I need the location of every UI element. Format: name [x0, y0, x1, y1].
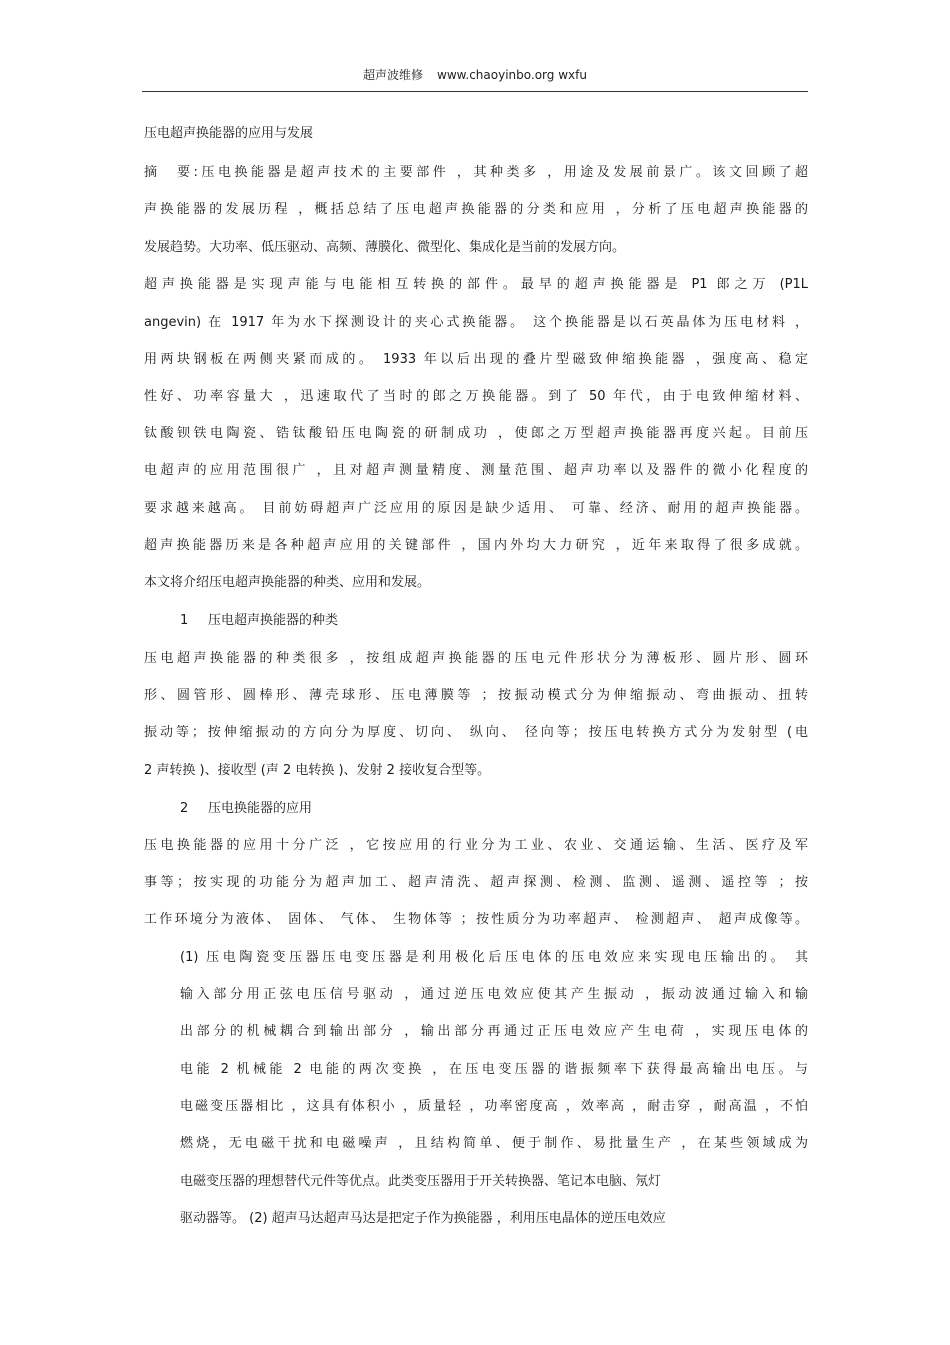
intro-line: 用两块钢板在两侧夹紧而成的。 1933 年以后出现的叠片型磁致伸缩换能器 ，强度高、稳定 — [144, 352, 808, 367]
section-1-title: 压电超声换能器的种类 — [208, 613, 339, 628]
item-1-line: 电磁变压器的理想替代元件等优点。此类变压器用于开关转换器、笔记本电脑、氖灯 — [180, 1174, 662, 1189]
intro-line: 电超声的应用范围很广 ，且对超声测量精度、测量范围、超声功率以及器件的微小化程度的 — [144, 463, 808, 478]
header-site-name: 超声波维修 — [363, 68, 424, 82]
intro-line: 本文将介绍压电超声换能器的种类、应用和发展。 — [144, 575, 431, 590]
section-2-title: 压电换能器的应用 — [208, 801, 313, 816]
section-1-line: 形、圆管形、圆棒形、薄壳球形、压电薄膜等 ；按振动模式分为伸缩振动、弯曲振动、扭转 — [144, 688, 808, 703]
section-2-line: 压电换能器的应用十分广泛 ，它按应用的行业分为工业、农业、交通运输、生活、医疗及军 — [144, 838, 808, 853]
section-1-line: 振动等；按伸缩振动的方向分为厚度、切向、 纵向、 径向等；按压电转换方式分为发射型 (电 — [144, 725, 808, 740]
section-1-number: 1 — [180, 613, 189, 628]
section-1-line: 压电超声换能器的种类很多 ，按组成超声换能器的压电元件形状分为薄板形、圆片形、圆环 — [144, 651, 808, 666]
abstract-line: 声换能器的发展历程 ，概括总结了压电超声换能器的分类和应用 ，分析了压电超声换能器的 — [144, 202, 808, 217]
section-1-line: 2 声转换 )、接收型 (声 2 电转换 )、发射 2 接收复合型等。 — [144, 763, 491, 778]
section-2-line: 工作环境分为液体、 固体、 气体、 生物体等 ；按性质分为功率超声、 检测超声、 超声成像等。 — [144, 912, 808, 927]
intro-line: 超声换能器历来是各种超声应用的关键部件 ，国内外均大力研究 ，近年来取得了很多成就。 — [144, 538, 808, 553]
item-1-line: 电磁变压器相比 ，这具有体积小 ，质量轻 ，功率密度高 ，效率高 ，耐击穿 ，耐高温 ，不怕 — [180, 1099, 808, 1114]
abstract-line: 发展趋势。大功率、低压驱动、高频、薄膜化、微型化、集成化是当前的发展方向。 — [144, 240, 626, 255]
intro-line: 超声换能器是实现声能与电能相互转换的部件。最早的超声换能器是 P1 郎之万 (P1L — [144, 277, 808, 292]
section-1-heading — [180, 612, 808, 630]
page-header — [0, 66, 950, 83]
header-rule — [142, 91, 808, 92]
item-1-line: (1) 压电陶瓷变压器压电变压器是利用极化后压电体的压电效应来实现电压输出的。 其 — [180, 950, 808, 965]
item-1-line: 出部分的机械耦合到输出部分 ，输出部分再通过正压电效应产生电荷 ，实现压电体的 — [180, 1024, 808, 1039]
intro-line: 钛酸钡铁电陶瓷、锆钛酸铅压电陶瓷的研制成功 ，使郎之万型超声换能器再度兴起。目前压 — [144, 426, 808, 441]
item-1-line: 燃烧，无电磁干扰和电磁噪声 ，且结构简单、便于制作、易批量生产 ，在某些领域成为 — [180, 1136, 808, 1151]
intro-line: angevin) 在 1917 年为水下探测设计的夹心式换能器。 这个换能器是以石英晶体为压电材料 ， — [144, 315, 808, 330]
section-2-line: 事等；按实现的功能分为超声加工、超声清洗、超声探测、检测、监测、遥测、遥控等 ；按 — [144, 875, 808, 890]
intro-line: 性好、功率容量大 ，迅速取代了当时的郎之万换能器。到了 50 年代，由于电致伸缩材料、 — [144, 389, 808, 404]
section-2-heading — [180, 800, 808, 818]
intro-line: 要求越来越高。 目前妨碍超声广泛应用的原因是缺少适用、 可靠、经济、耐用的超声换能器。 — [144, 501, 808, 516]
abstract-text: 压电换能器是超声技术的主要部件 ，其种类多 ，用途及发展前景广。该文回顾了超 — [197, 165, 809, 180]
item-1-line: 电能 2 机械能 2 电能的两次变换 ，在压电变压器的谐振频率下获得最高输出电压。与 — [180, 1062, 808, 1077]
item-1-line: 驱动器等。 (2) 超声马达超声马达是把定子作为换能器 ，利用压电晶体的逆压电效应 — [180, 1211, 666, 1226]
header-site-url: www.chaoyinbo.org wxfu — [437, 68, 587, 82]
section-2-number: 2 — [180, 801, 189, 816]
document-title: 压电超声换能器的应用与发展 — [144, 126, 314, 141]
item-1-line: 输入部分用正弦电压信号驱动 ，通过逆压电效应使其产生振动 ，振动波通过输入和输 — [180, 987, 808, 1002]
abstract-label: 摘 要: — [144, 165, 198, 180]
abstract-line — [144, 164, 808, 182]
